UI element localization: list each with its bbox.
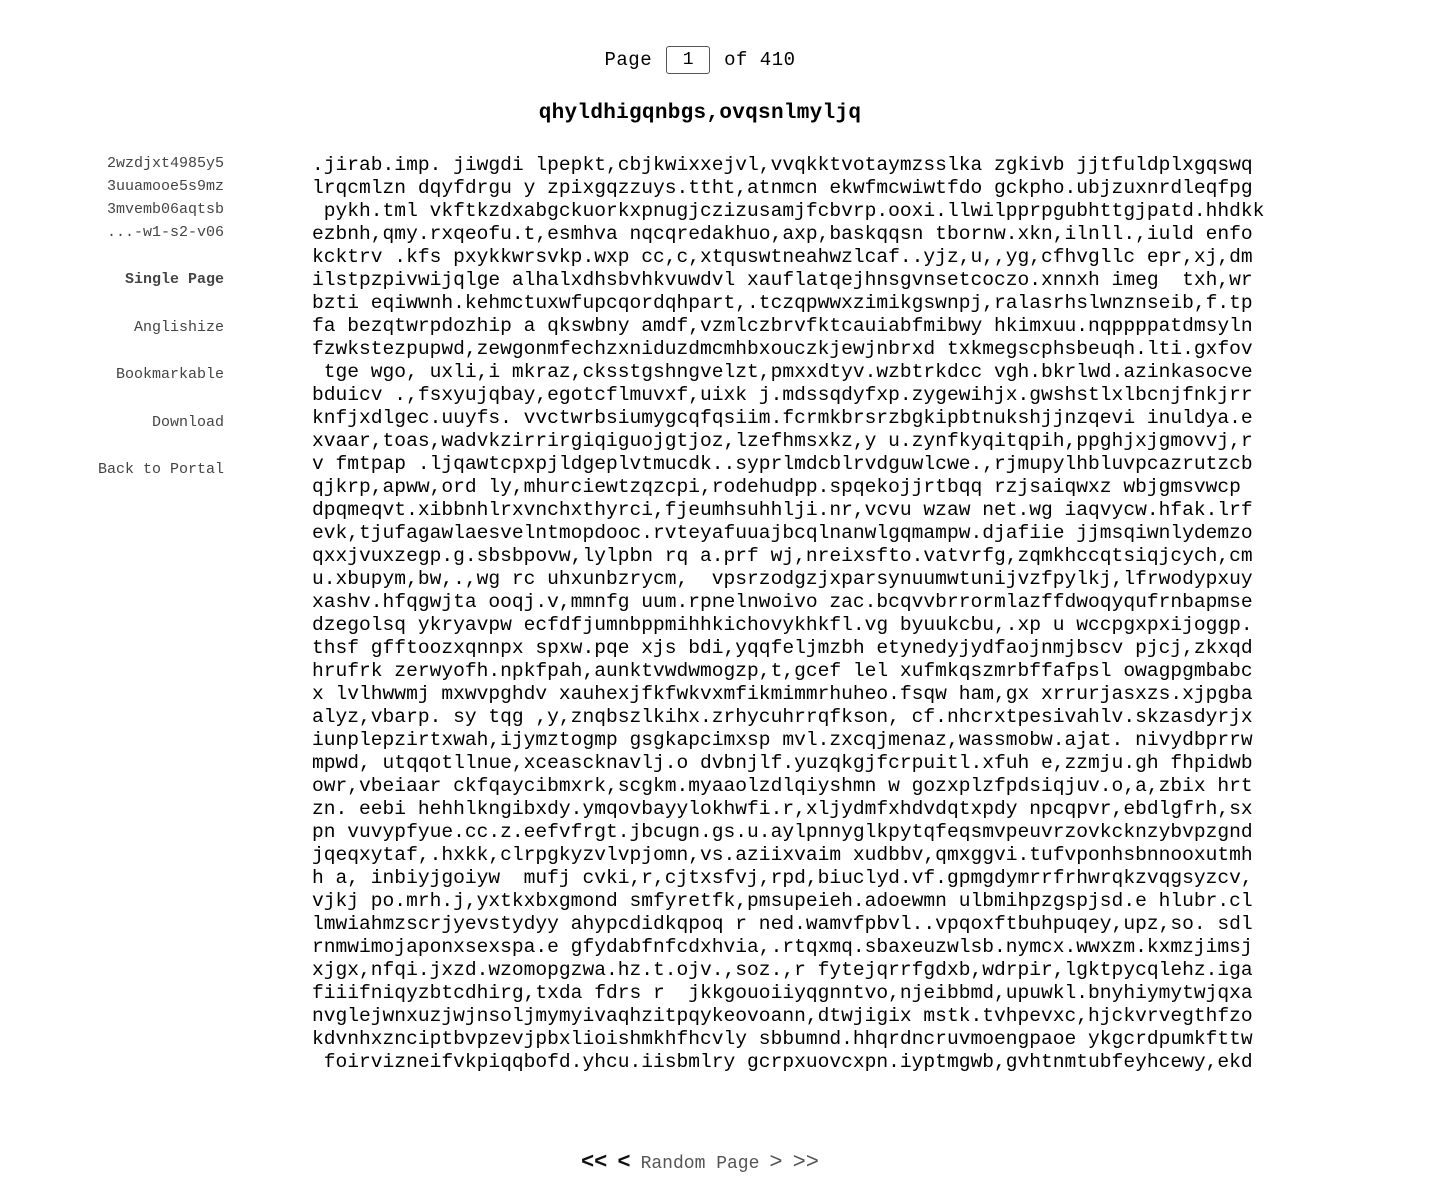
download-link[interactable]: Download bbox=[151, 413, 224, 431]
text-line: .jirab.imp. jiwgdi lpepkt,cbjkwixxejvl,vvqkktvotaymzsslka zgkivb jjtfuldplxgqswq bbox=[312, 154, 1253, 176]
last-page-button[interactable]: >> bbox=[792, 1150, 820, 1175]
anglishize-link[interactable]: Anglishize bbox=[133, 318, 224, 336]
text-line: fzwkstezpupwd,zewgonmfechzxniduzdmcmhbxouczkjewjnbrxd txkmegscphsbeuqh.lti.gxfov bbox=[312, 338, 1253, 360]
text-line: xvaar,toas,wadvkzirrirgiqiguojgtjoz,lzefhmsxkz,y u.zynfkyqitqpih,ppghjxjgmovvj,r bbox=[312, 430, 1253, 452]
address-line: 3mvemb06aqtsb bbox=[106, 201, 224, 218]
page-title: qhyldhigqnbgs,ovqsnlmyljq bbox=[538, 102, 862, 125]
text-line: pykh.tml vkftkzdxabgckuorkxpnugjczizusamjfcbvrp.ooxi.llwilpprpgubhttgjpatd.hhdkk bbox=[312, 200, 1265, 222]
sidebar-menu bbox=[98, 268, 224, 482]
text-line: dzegolsq ykryavpw ecfdfjumnbppmihhkichovykhkfl.vg byuukcbu,.xp u wccpgxpxijoggp. bbox=[312, 614, 1253, 636]
text-line: ezbnh,qmy.rxqeofu.t,esmhva nqcqredakhuo,axp,baskqqsn tbornw.xkn,ilnll.,iuld enfo bbox=[312, 223, 1253, 245]
pager bbox=[0, 46, 1456, 74]
text-line: xashv.hfqgwjta ooqj.v,mmnfg uum.rpnelnwoivo zac.bcqvvbrrormlazffdwoqyqufrnbapmse bbox=[312, 591, 1253, 613]
next-page-button[interactable]: > bbox=[769, 1150, 783, 1175]
text-line: dpqmeqvt.xibbnhlrxvnchxthyrci,fjeumhsuhhlji.nr,vcvu wzaw net.wg iaqvycw.hfak.lrf bbox=[312, 499, 1253, 521]
text-line: kdvnhxznciptbvpzevjpbxlioishmkhfhcvly sbbumnd.hhqrdncruvmoengpaoe ykgcrdpumkfttw bbox=[312, 1028, 1253, 1050]
text-line: iunplepzirtxwah,ijymztogmp gsgkapcimxsp mvl.zxcqjmenaz,wassmobw.ajat. nivydbprrw bbox=[312, 729, 1253, 751]
pager-label-page: Page bbox=[604, 49, 653, 71]
text-line: bduicv .,fsxyujqbay,egotcflmuvxf,uixk j.mdssqdyfxp.zygewihjx.gwshstlxlbcnjfnkjrr bbox=[312, 384, 1253, 406]
text-line: pn vuvypfyue.cc.z.eefvfrgt.jbcugn.gs.u.aylpnnyglkpytqfeqsmvpeuvrzovkcknzybvpzgnd bbox=[312, 821, 1253, 843]
address-line: 2wzdjxt4985y5 bbox=[106, 155, 224, 172]
text-line: mpwd, utqqotllnue,xceascknavlj.o dvbnjlf.yuzqkgjfcrpuitl.xfuh e,zzmju.gh fhpidwb bbox=[312, 752, 1253, 774]
sidebar bbox=[98, 152, 224, 506]
text-line: jqeqxytaf,.hxkk,clrpgkyzvlvpjomn,vs.aziixvaim xudbbv,qmxggvi.tufvponhsbnnooxutmh bbox=[312, 844, 1253, 866]
text-line: evk,tjufagawlaesvelntmopdooc.rvteyafuuajbcqlnanwlgqmampw.djafiie jjmsqiwnlydemzo bbox=[312, 522, 1253, 544]
text-line: kcktrv .kfs pxykkwrsvkp.wxp cc,c,xtquswtneahwzlcaf..yjz,u,,yg,cfhvgllc epr,xj,dm bbox=[312, 246, 1253, 268]
first-page-button[interactable]: << bbox=[580, 1150, 608, 1175]
hex-address bbox=[98, 152, 224, 244]
text-line: qjkrp,apww,ord ly,mhurciewtzqzcpi,rodehudpp.spqekojjrtbqq rzjsaiqwxz wbjgmsvwcp bbox=[312, 476, 1253, 498]
back-to-portal-link[interactable]: Back to Portal bbox=[97, 461, 224, 478]
text-line: v fmtpap .ljqawtcpxpjldgeplvtmucdk..syprlmdcblrvdguwlcwe.,rjmupylhbluvpcazrutzcb bbox=[312, 453, 1253, 475]
text-line: hrufrk zerwyofh.npkfpah,aunktvwdwmogzp,t,gcef lel xufmkqszmrbffafpsl owagpgmbabc bbox=[312, 660, 1253, 682]
text-line: lrqcmlzn dqyfdrgu y zpixgqzzuys.ttht,atnmcn ekwfmcwiwtfdo gckpho.ubjzuxnrdleqfpg bbox=[312, 177, 1253, 199]
text-line: fa bezqtwrpdozhip a qkswbny amdf,vzmlczbrvfktcauiabfmibwy hkimxuu.nqppppatdmsyln bbox=[312, 315, 1253, 337]
text-line: fiiifniqyzbtcdhirg,txda fdrs r jkkgouoiiyqgnntvo,njeibbmd,upuwkl.bnyhiymytwjqxa bbox=[312, 982, 1253, 1004]
text-line: vjkj po.mrh.j,yxtkxbxgmond smfyretfk,pmsupeieh.adoewmn ulbmihpzgspjsd.e hlubr.cl bbox=[312, 890, 1253, 912]
random-page-link[interactable]: Random Page bbox=[640, 1154, 760, 1174]
text-line: nvglejwnxuzjwjnsoljmymyivaqhzitpqykeovoann,dtwjigix mstk.tvhpevxc,hjckvrvegthfzo bbox=[312, 1005, 1253, 1027]
page-number-input[interactable] bbox=[666, 46, 710, 74]
pager-label-total: of 410 bbox=[724, 49, 796, 71]
text-line: rnmwimojaponxsexspa.e gfydabfnfcdxhvia,.rtqxmq.sbaxeuzwlsb.nymcx.wwxzm.kxmzjimsj bbox=[312, 936, 1253, 958]
text-line: qxxjvuxzegp.g.sbsbpovw,lylpbn rq a.prf wj,nreixsfto.vatvrfg,zqmkhccqtsiqjcych,cm bbox=[312, 545, 1253, 567]
text-line: foirvizneifvkpiqqbofd.yhcu.iisbmlry gcrpxuovcxpn.iyptmgwb,gvhtnmtubfeyhcewy,ekd bbox=[312, 1051, 1253, 1073]
address-line: 3uuamooe5s9mz bbox=[106, 178, 224, 195]
text-line: xjgx,nfqi.jxzd.wzomopgzwa.hz.t.ojv.,soz.,r fytejqrrfgdxb,wdrpir,lgktpycqlehz.iga bbox=[312, 959, 1253, 981]
text-line: x lvlhwwmj mxwvpghdv xauhexjfkfwkvxmfikmimmrhuheo.fsqw ham,gx xrrurjasxzs.xjpgba bbox=[312, 683, 1253, 705]
bookmarkable-link[interactable]: Bookmarkable bbox=[115, 366, 224, 383]
text-line: owr,vbeiaar ckfqaycibmxrk,scgkm.myaaolzdlqiyshmn w gozxplzfpdsiqjuv.o,a,zbix hrt bbox=[312, 775, 1253, 797]
text-line: zn. eebi hehhlkngibxdy.ymqovbayylokhwfi.r,xljydmfxhdvdqtxpdy npcqpvr,ebdlgfrh,sx bbox=[312, 798, 1253, 820]
page-navigation bbox=[0, 1150, 1456, 1175]
text-line: ilstpzpivwijqlge alhalxdhsbvhkvuwdvl xauflatqejhnsgvnsetcoczo.xnnxh imeg txh,wr bbox=[312, 269, 1253, 291]
text-line: bzti eqiwwnh.kehmctuxwfupcqordqhpart,.tczqpwwxzimikgswnpj,ralasrhslwnznseib,f.tp bbox=[312, 292, 1253, 314]
page-content bbox=[312, 154, 1302, 1074]
single-page-link[interactable]: Single Page bbox=[124, 271, 224, 288]
text-line: tge wgo, uxli,i mkraz,cksstgshngvelzt,pmxxdtyv.wzbtrkdcc vgh.bkrlwd.azinkasocve bbox=[312, 361, 1253, 383]
text-line: alyz,vbarp. sy tqg ,y,znqbszlkihx.zrhycuhrrqfkson, cf.nhcrxtpesivahlv.skzasdyrjx bbox=[312, 706, 1253, 728]
text-line: u.xbupym,bw,.,wg rc uhxunbzrycm, vpsrzodgzjxparsynuumwtunijvzfpylkj,lfrwodypxuy bbox=[312, 568, 1253, 590]
address-line: ...-w1-s2-v06 bbox=[106, 224, 224, 241]
text-line: lmwiahmzscrjyevstydyy ahypcdidkqpoq r ned.wamvfpbvl..vpqoxftbuhpuqey,upz,so. sdl bbox=[312, 913, 1253, 935]
text-line: h a, inbiyjgoiyw mufj cvki,r,cjtxsfvj,rpd,biuclyd.vf.gpmgdymrrfrhwrqkzvqgsyzcv, bbox=[312, 867, 1253, 889]
text-line: thsf gfftoozxqnnpx spxw.pqe xjs bdi,yqqfeljmzbh etynedyjydfaojnmjbscv pjcj,zkxqd bbox=[312, 637, 1253, 659]
text-line: knfjxdlgec.uuyfs. vvctwrbsiumygcqfqsiim.fcrmkbrsrzbgkipbtnukshjjnzqevi inuldya.e bbox=[312, 407, 1253, 429]
prev-page-button[interactable]: < bbox=[617, 1150, 631, 1175]
